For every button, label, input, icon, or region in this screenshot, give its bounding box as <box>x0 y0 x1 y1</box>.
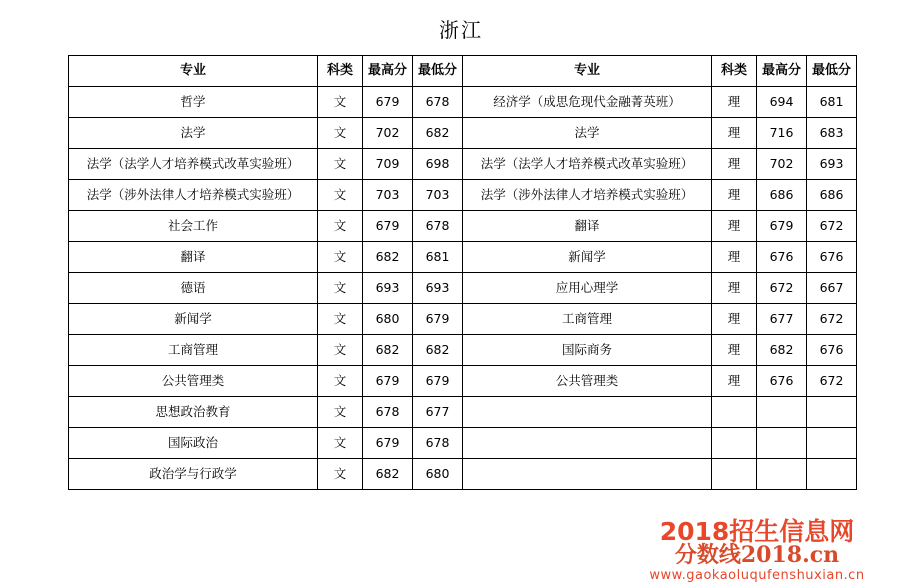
cell-lowest: 678 <box>413 428 463 459</box>
cell-lowest: 683 <box>807 118 857 149</box>
cell-empty <box>757 397 807 428</box>
cell-empty <box>757 428 807 459</box>
cell-major: 哲学 <box>69 87 318 118</box>
table-row <box>69 459 857 490</box>
score-table-container <box>0 55 922 490</box>
cell-highest: 679 <box>363 428 413 459</box>
cell-major: 法学（法学人才培养模式改革实验班） <box>463 149 712 180</box>
cell-empty <box>712 459 757 490</box>
cell-lowest: 667 <box>807 273 857 304</box>
cell-lowest: 678 <box>413 87 463 118</box>
cell-category: 理 <box>712 242 757 273</box>
cell-lowest: 672 <box>807 366 857 397</box>
cell-lowest: 698 <box>413 149 463 180</box>
cell-major: 法学（涉外法律人才培养模式实验班） <box>463 180 712 211</box>
cell-highest: 672 <box>757 273 807 304</box>
cell-major: 工商管理 <box>463 304 712 335</box>
cell-category: 理 <box>712 335 757 366</box>
watermark-sub-name: 分数线2018.cn <box>674 541 840 568</box>
table-row <box>69 242 857 273</box>
column-header-lowest-left: 最低分 <box>413 56 463 87</box>
cell-highest: 680 <box>363 304 413 335</box>
cell-lowest: 680 <box>413 459 463 490</box>
cell-category: 理 <box>712 149 757 180</box>
cell-lowest: 686 <box>807 180 857 211</box>
cell-major: 法学（涉外法律人才培养模式实验班） <box>69 180 318 211</box>
cell-empty <box>463 397 712 428</box>
cell-empty <box>463 459 712 490</box>
cell-category: 理 <box>712 273 757 304</box>
cell-highest: 702 <box>363 118 413 149</box>
cell-highest: 679 <box>363 211 413 242</box>
table-body <box>69 87 857 490</box>
cell-highest: 703 <box>363 180 413 211</box>
cell-lowest: 677 <box>413 397 463 428</box>
cell-major: 应用心理学 <box>463 273 712 304</box>
cell-major: 公共管理类 <box>69 366 318 397</box>
table-row <box>69 118 857 149</box>
cell-category: 文 <box>318 428 363 459</box>
cell-empty <box>463 428 712 459</box>
cell-lowest: 672 <box>807 211 857 242</box>
cell-highest: 676 <box>757 366 807 397</box>
cell-major: 翻译 <box>463 211 712 242</box>
table-row <box>69 304 857 335</box>
table-row <box>69 180 857 211</box>
cell-category: 文 <box>318 366 363 397</box>
cell-lowest: 679 <box>413 366 463 397</box>
cell-lowest: 672 <box>807 304 857 335</box>
column-header-category-right: 科类 <box>712 56 757 87</box>
column-header-lowest-right: 最低分 <box>807 56 857 87</box>
table-header-row <box>69 56 857 87</box>
cell-major: 法学（法学人才培养模式改革实验班） <box>69 149 318 180</box>
cell-lowest: 676 <box>807 242 857 273</box>
cell-empty <box>807 459 857 490</box>
cell-highest: 679 <box>757 211 807 242</box>
cell-highest: 682 <box>363 242 413 273</box>
cell-category: 文 <box>318 149 363 180</box>
cell-category: 文 <box>318 180 363 211</box>
cell-highest: 693 <box>363 273 413 304</box>
cell-major: 法学 <box>69 118 318 149</box>
cell-major: 翻译 <box>69 242 318 273</box>
cell-highest: 694 <box>757 87 807 118</box>
table-row <box>69 149 857 180</box>
cell-highest: 677 <box>757 304 807 335</box>
cell-major: 德语 <box>69 273 318 304</box>
cell-category: 文 <box>318 459 363 490</box>
cell-highest: 716 <box>757 118 807 149</box>
table-header <box>69 56 857 87</box>
cell-major: 新闻学 <box>69 304 318 335</box>
cell-category: 文 <box>318 273 363 304</box>
cell-empty <box>712 428 757 459</box>
cell-highest: 709 <box>363 149 413 180</box>
cell-major: 经济学（成思危现代金融菁英班） <box>463 87 712 118</box>
cell-category: 理 <box>712 87 757 118</box>
watermark <box>602 518 912 583</box>
cell-highest: 686 <box>757 180 807 211</box>
cell-major: 新闻学 <box>463 242 712 273</box>
cell-major: 国际商务 <box>463 335 712 366</box>
cell-major: 思想政治教育 <box>69 397 318 428</box>
cell-highest: 682 <box>363 459 413 490</box>
column-header-highest-left: 最高分 <box>363 56 413 87</box>
table-row <box>69 366 857 397</box>
column-header-major-right: 专业 <box>463 56 712 87</box>
cell-major: 法学 <box>463 118 712 149</box>
watermark-site-name: 2018招生信息网 <box>659 517 855 547</box>
cell-highest: 682 <box>757 335 807 366</box>
cell-category: 文 <box>318 304 363 335</box>
cell-lowest: 676 <box>807 335 857 366</box>
cell-major: 社会工作 <box>69 211 318 242</box>
column-header-major-left: 专业 <box>69 56 318 87</box>
cell-highest: 702 <box>757 149 807 180</box>
cell-empty <box>807 397 857 428</box>
page-title: 浙江 <box>439 18 483 42</box>
column-header-category-left: 科类 <box>318 56 363 87</box>
cell-category: 理 <box>712 118 757 149</box>
cell-highest: 679 <box>363 366 413 397</box>
table-row <box>69 428 857 459</box>
cell-category: 文 <box>318 242 363 273</box>
table-row <box>69 87 857 118</box>
cell-lowest: 682 <box>413 335 463 366</box>
table-row <box>69 335 857 366</box>
watermark-url: www.gaokaoluqufenshuxian.cn <box>649 568 865 583</box>
cell-lowest: 703 <box>413 180 463 211</box>
cell-lowest: 681 <box>413 242 463 273</box>
cell-category: 理 <box>712 180 757 211</box>
table-row <box>69 273 857 304</box>
cell-major: 公共管理类 <box>463 366 712 397</box>
cell-lowest: 693 <box>807 149 857 180</box>
cell-category: 文 <box>318 118 363 149</box>
cell-category: 文 <box>318 87 363 118</box>
cell-highest: 682 <box>363 335 413 366</box>
cell-category: 理 <box>712 304 757 335</box>
cell-lowest: 681 <box>807 87 857 118</box>
cell-highest: 678 <box>363 397 413 428</box>
cell-category: 文 <box>318 211 363 242</box>
cell-category: 理 <box>712 211 757 242</box>
cell-category: 理 <box>712 366 757 397</box>
cell-major: 工商管理 <box>69 335 318 366</box>
cell-major: 政治学与行政学 <box>69 459 318 490</box>
admission-score-table <box>68 55 857 490</box>
table-row <box>69 211 857 242</box>
cell-lowest: 679 <box>413 304 463 335</box>
cell-category: 文 <box>318 397 363 428</box>
cell-category: 文 <box>318 335 363 366</box>
cell-empty <box>712 397 757 428</box>
cell-highest: 676 <box>757 242 807 273</box>
cell-major: 国际政治 <box>69 428 318 459</box>
cell-lowest: 678 <box>413 211 463 242</box>
cell-lowest: 682 <box>413 118 463 149</box>
cell-empty <box>757 459 807 490</box>
cell-lowest: 693 <box>413 273 463 304</box>
column-header-highest-right: 最高分 <box>757 56 807 87</box>
cell-empty <box>807 428 857 459</box>
cell-highest: 679 <box>363 87 413 118</box>
table-row <box>69 397 857 428</box>
